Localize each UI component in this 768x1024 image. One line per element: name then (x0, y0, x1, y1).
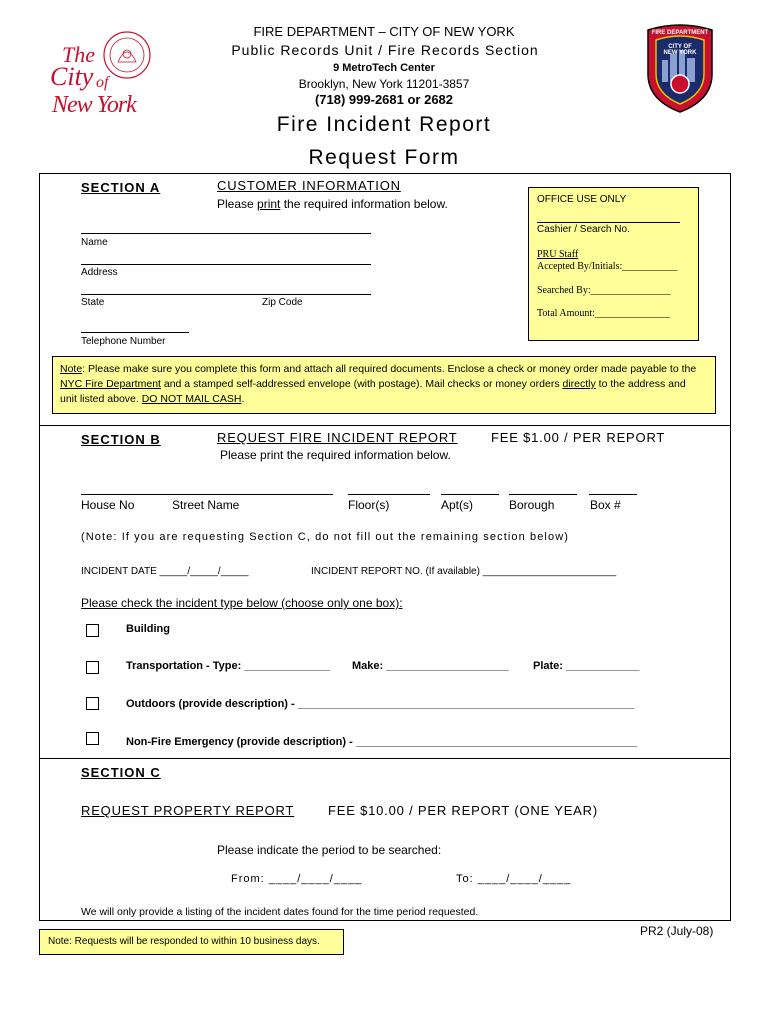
street-name-label: Street Name (172, 498, 240, 512)
section-b-fee: FEE $1.00 / PER REPORT (491, 430, 666, 445)
pru-staff-label: PRU Staff (537, 249, 579, 260)
street-address: 9 MetroTech Center (333, 62, 435, 74)
incident-date[interactable]: INCIDENT DATE _____/_____/_____ (81, 566, 249, 577)
footer-note: Note: Requests will be responded to within 10 business days. (48, 936, 320, 947)
borough-label: Borough (509, 498, 555, 512)
badge-arc-text: FIRE DEPARTMENT (651, 30, 709, 36)
phone-number: (718) 999-2681 or 2682 (314, 92, 454, 107)
unit-name: Public Records Unit / Fire Records Section (231, 42, 539, 58)
note-nyc-fd: NYC Fire Department (60, 378, 161, 390)
fdny-badge (640, 24, 720, 114)
office-use-title: OFFICE USE ONLY (537, 194, 627, 205)
listing-note: We will only provide a listing of the incident dates found for the time period requested. (81, 906, 479, 918)
outdoors-label: Outdoors (provide description) - _______________________________________________________ (126, 698, 635, 710)
section-a-heading: SECTION A (81, 180, 161, 195)
note-a-line1 (60, 362, 714, 377)
section-c-fee: FEE $10.00 / PER REPORT (ONE YEAR) (328, 803, 598, 818)
section-a-caption: CUSTOMER INFORMATION (217, 178, 401, 193)
note-t1: : Please make sure you complete this form and attach all required documents. Enclose a check or money order made payable to the (82, 363, 697, 375)
nyc-logo (44, 30, 154, 125)
apt-label: Apt(s) (441, 498, 474, 512)
section-b-caption: REQUEST FIRE INCIDENT REPORT (217, 430, 458, 445)
badge-new-york: NEW YORK (663, 50, 697, 56)
section-a-instructions (217, 197, 448, 211)
section-c-note: (Note: If you are requesting Section C, do not fill out the remaining section below) (81, 531, 570, 543)
borough-line[interactable] (509, 494, 577, 495)
logo-of: of (96, 74, 109, 91)
transportation-checkbox[interactable] (86, 661, 99, 674)
logo-the: The (62, 42, 95, 67)
state-zip-line[interactable] (81, 294, 371, 295)
box-label: Box # (590, 498, 621, 512)
note-t3: to the address and (595, 378, 686, 390)
outdoors-checkbox[interactable] (86, 697, 99, 710)
state-label: State (81, 297, 105, 308)
city-address: Brooklyn, New York 11201-3857 (298, 77, 470, 91)
apt-line[interactable] (441, 494, 499, 495)
house-no-label: House No (81, 498, 135, 512)
note-a-line2 (60, 377, 714, 392)
section-c-heading: SECTION C (81, 765, 161, 780)
telephone-label: Telephone Number (81, 336, 166, 347)
name-label: Name (81, 237, 108, 248)
nonfire-label: Non-Fire Emergency (provide description) - ______________________________________________ (126, 736, 638, 748)
note-a-text (60, 362, 714, 407)
accepted-by-label: Accepted By/Initials:___________ (537, 261, 678, 272)
house-street-line[interactable] (81, 494, 333, 495)
name-line[interactable] (81, 233, 371, 234)
zip-label: Zip Code (262, 297, 303, 308)
building-checkbox[interactable] (86, 624, 99, 637)
note-no-cash: DO NOT MAIL CASH (141, 393, 242, 405)
floor-line[interactable] (348, 494, 430, 495)
section-b-heading: SECTION B (81, 432, 161, 447)
dept-name: FIRE DEPARTMENT – CITY OF NEW YORK (253, 24, 515, 39)
section-c-caption: REQUEST PROPERTY REPORT (81, 803, 295, 818)
instr-pre: Please (217, 197, 258, 211)
logo-newyork: New York (52, 92, 136, 118)
section-b-instructions: Please print the required information below. (220, 448, 451, 462)
instr-print: print (257, 197, 281, 211)
cashier-label: Cashier / Search No. (537, 224, 630, 235)
telephone-line[interactable] (81, 332, 189, 333)
plate-label: Plate: ____________ (533, 660, 640, 672)
fdny-shield-icon (640, 24, 720, 114)
building-label: Building (126, 623, 170, 635)
floor-label: Floor(s) (348, 498, 390, 512)
form-title-line1: Fire Incident Report (276, 113, 492, 136)
instr-post: the required information below. (280, 197, 448, 211)
searched-by-label: Searched By:________________ (537, 285, 671, 296)
check-prompt: Please check the incident type below (choose only one box): (81, 596, 403, 610)
box-line[interactable] (589, 494, 637, 495)
total-amount-label: Total Amount:_______________ (537, 308, 670, 319)
badge-city-of: CITY OF (668, 44, 692, 50)
note-a-line3 (60, 392, 714, 407)
note-t4: unit listed above. (60, 393, 142, 405)
note-t5: . (241, 393, 245, 405)
form-number: PR2 (July-08) (640, 924, 714, 938)
period-prompt: Please indicate the period to be searched: (217, 843, 442, 857)
make-label: Make: ____________________ (352, 660, 509, 672)
section-c-box (39, 758, 731, 921)
from-date[interactable]: From: ____/____/____ (231, 873, 363, 885)
address-label: Address (81, 267, 118, 278)
address-line[interactable] (81, 264, 371, 265)
logo-city: City (50, 62, 94, 91)
form-title-line2: Request Form (308, 146, 460, 169)
nonfire-checkbox[interactable] (86, 732, 99, 745)
note-word: Note (60, 363, 83, 375)
to-date[interactable]: To: ____/____/____ (456, 873, 572, 885)
incident-report-no[interactable]: INCIDENT REPORT NO. (If available) ________________________ (311, 566, 617, 577)
city-seal-icon (102, 30, 152, 80)
cashier-line (537, 222, 680, 223)
transportation-label: Transportation - Type: ______________ (126, 660, 331, 672)
note-directly: directly (562, 378, 596, 390)
note-t2: and a stamped self-addressed envelope (with postage). Mail checks or money orders (160, 378, 563, 390)
